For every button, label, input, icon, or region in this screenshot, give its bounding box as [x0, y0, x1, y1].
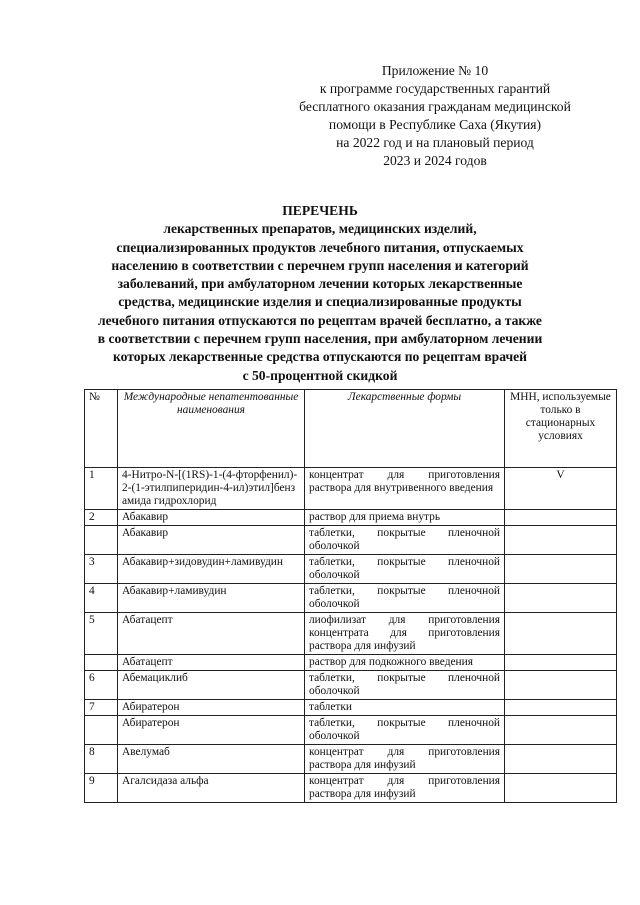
cell-dosage-form: раствор для приема внутрь	[305, 510, 505, 526]
cell-hospital-only	[505, 613, 617, 655]
cell-inn: Абакавир+ламивудин	[118, 584, 305, 613]
table-row	[85, 700, 617, 716]
title-line: лечебного питания отпускаются по рецептам врачей бесплатно, а также	[98, 312, 542, 328]
document-title	[60, 202, 580, 385]
column-header-number: №	[85, 390, 118, 468]
cell-number: 2	[85, 510, 118, 526]
cell-hospital-only	[505, 745, 617, 774]
table-row	[85, 468, 617, 510]
appendix-line: бесплатного оказания гражданам медицинской	[299, 99, 571, 114]
appendix-line: помощи в Республике Саха (Якутия)	[328, 117, 542, 132]
title-line: населению в соответствии с перечнем групп населения и категорий	[111, 257, 529, 273]
table-row	[85, 716, 617, 745]
table-row	[85, 613, 617, 655]
cell-hospital-only	[505, 655, 617, 671]
table-header-row	[85, 390, 617, 468]
cell-inn: Абиратерон	[118, 700, 305, 716]
cell-number: 8	[85, 745, 118, 774]
cell-inn: Авелумаб	[118, 745, 305, 774]
cell-inn: Абакавир	[118, 526, 305, 555]
cell-inn: Абиратерон	[118, 716, 305, 745]
cell-dosage-form: таблетки	[305, 700, 505, 716]
cell-number: 5	[85, 613, 118, 655]
cell-hospital-only	[505, 700, 617, 716]
cell-number: 9	[85, 774, 118, 803]
cell-dosage-form: таблетки, покрытые пленочной оболочкой	[305, 526, 505, 555]
cell-hospital-only	[505, 716, 617, 745]
title-line: с 50-процентной скидкой	[242, 367, 398, 383]
cell-inn: Абатацепт	[118, 613, 305, 655]
title-line: которых лекарственные средства отпускаются по рецептам врачей	[112, 349, 528, 365]
table-row	[85, 526, 617, 555]
table-row	[85, 745, 617, 774]
cell-dosage-form: таблетки, покрытые пленочной оболочкой	[305, 671, 505, 700]
title-line: в соответствии с перечнем групп населения, при амбулаторном лечении	[97, 331, 543, 347]
cell-inn: Агалсидаза альфа	[118, 774, 305, 803]
cell-hospital-only	[505, 555, 617, 584]
cell-dosage-form: концентрат для приготовления раствора для инфузий	[305, 745, 505, 774]
cell-dosage-form: таблетки, покрытые пленочной оболочкой	[305, 716, 505, 745]
title-heading: ПЕРЕЧЕНЬ	[282, 203, 358, 218]
table-body	[85, 468, 617, 803]
appendix-line: 2023 и 2024 годов	[383, 153, 487, 168]
cell-hospital-only	[505, 584, 617, 613]
cell-hospital-only	[505, 526, 617, 555]
cell-hospital-only	[505, 774, 617, 803]
title-line: средства, медицинские изделия и специализированные продукты	[118, 294, 522, 310]
table-row	[85, 655, 617, 671]
cell-number	[85, 716, 118, 745]
table-row	[85, 584, 617, 613]
title-line: специализированных продуктов лечебного питания, отпускаемых	[116, 239, 524, 255]
table-row	[85, 510, 617, 526]
column-header-inn: Международные непатентованные наименования	[118, 390, 305, 468]
cell-number	[85, 526, 118, 555]
cell-inn: 4-Нитро-N-[(1RS)-1-(4-фторфенил)-2-(1-этилпиперидин-4-ил)этил]бензамида гидрохлорид	[118, 468, 305, 510]
appendix-line: к программе государственных гарантий	[319, 81, 551, 96]
cell-dosage-form: лиофилизат для приготовления концентрата для приготовления раствора для инфузий	[305, 613, 505, 655]
cell-inn: Абакавир	[118, 510, 305, 526]
cell-dosage-form: концентрат для приготовления раствора для инфузий	[305, 774, 505, 803]
cell-hospital-only	[505, 671, 617, 700]
table-row	[85, 671, 617, 700]
cell-number	[85, 655, 118, 671]
cell-number: 7	[85, 700, 118, 716]
cell-number: 3	[85, 555, 118, 584]
cell-hospital-only	[505, 510, 617, 526]
cell-dosage-form: таблетки, покрытые пленочной оболочкой	[305, 555, 505, 584]
cell-inn: Абемациклиб	[118, 671, 305, 700]
title-line: лекарственных препаратов, медицинских изделий,	[163, 221, 477, 237]
cell-dosage-form: таблетки, покрытые пленочной оболочкой	[305, 584, 505, 613]
column-header-dosage-form: Лекарственные формы	[305, 390, 505, 468]
appendix-line: на 2022 год и на плановый период	[336, 135, 534, 150]
cell-dosage-form: раствор для подкожного введения	[305, 655, 505, 671]
cell-number: 4	[85, 584, 118, 613]
appendix-header	[270, 62, 600, 170]
cell-number: 6	[85, 671, 118, 700]
cell-hospital-only: V	[505, 468, 617, 510]
column-header-hospital-only: МНН, используемые только в стационарных условиях	[505, 390, 617, 468]
cell-inn: Абакавир+зидовудин+ламивудин	[118, 555, 305, 584]
cell-dosage-form: концентрат для приготовления раствора для внутривенного введения	[305, 468, 505, 510]
table-row	[85, 555, 617, 584]
table-row	[85, 774, 617, 803]
drug-table	[84, 389, 617, 803]
cell-inn: Абатацепт	[118, 655, 305, 671]
title-line: заболеваний, при амбулаторном лечении которых лекарственные	[117, 276, 523, 292]
cell-number: 1	[85, 468, 118, 510]
appendix-line: Приложение № 10	[381, 63, 489, 78]
